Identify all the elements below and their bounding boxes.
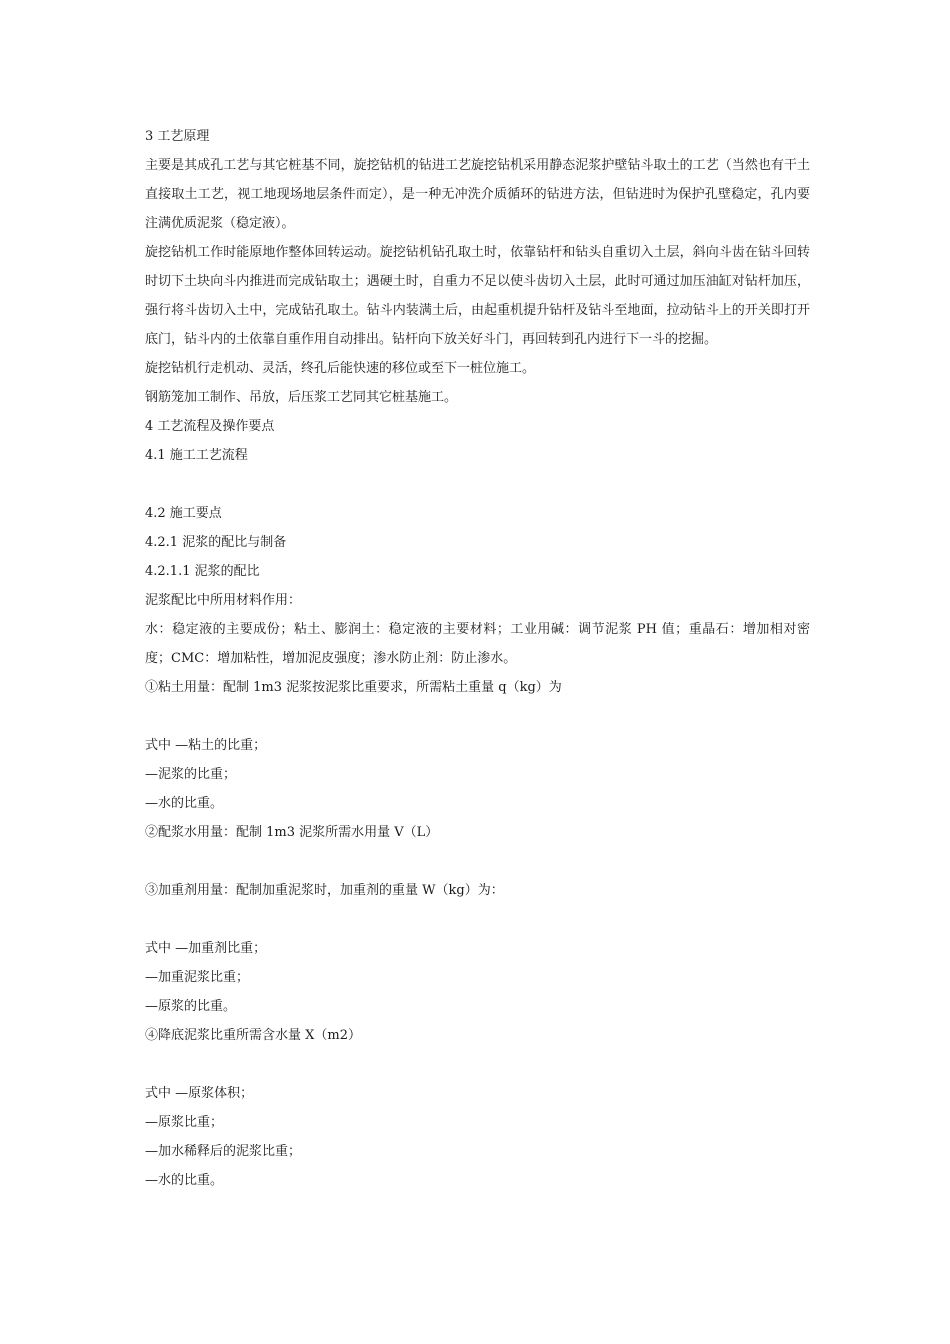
formula-placeholder-2 <box>145 847 810 876</box>
flowchart-placeholder <box>145 470 810 499</box>
clay-var-2: —泥浆的比重； <box>145 767 237 782</box>
section-4-1-heading: 4.1 施工工艺流程 <box>145 448 248 463</box>
section-4-2-1-1-heading: 4.2.1.1 泥浆的配比 <box>145 564 260 579</box>
section-4-heading: 4 工艺流程及操作要点 <box>145 419 275 434</box>
water-dosage-item: ②配浆水用量：配制 1m3 泥浆所需水用量 V（L） <box>145 825 439 840</box>
formula-placeholder-3 <box>145 905 810 934</box>
clay-var-3: —水的比重。 <box>145 796 224 811</box>
section-3-paragraph-3: 旋挖钻机行走机动、灵活，终孔后能快速的移位或至下一桩位施工。 <box>145 361 536 376</box>
dilution-var-3: —加水稀释后的泥浆比重； <box>145 1144 302 1159</box>
dilution-var-4: —水的比重。 <box>145 1173 224 1188</box>
section-4-2-1-heading: 4.2.1 泥浆的配比与制备 <box>145 535 287 550</box>
section-3-paragraph-4: 钢筋笼加工制作、吊放，后压浆工艺同其它桩基施工。 <box>145 390 458 405</box>
dilution-var-2: —原浆比重； <box>145 1115 224 1130</box>
clay-dosage-item: ①粘土用量：配制 1m3 泥浆按泥浆比重要求，所需粘土重量 q（kg）为 <box>145 680 562 695</box>
weighting-agent-item: ③加重剂用量：配制加重泥浆时，加重剂的重量 W（kg）为： <box>145 883 504 898</box>
materials-text: 水：稳定液的主要成份；粘土、膨润土：稳定液的主要材料；工业用碱：调节泥浆 PH 值；重晶石：增加相对密度；CMC：增加粘性，增加泥皮强度；渗水防止剂：防止渗水。 <box>145 622 810 666</box>
section-3-paragraph-2: 旋挖钻机工作时能原地作整体回转运动。旋挖钻机钻孔取土时，依靠钻杆和钻头自重切入土层，斜向斗齿在钻斗回转时切下土块向斗内推进而完成钻取土；遇硬土时，自重力不足以使斗齿切入土层，此时可通过加压油缸对钻杆加压，强行将斗齿切入土中，完成钻孔取土。钻斗内装满土后，由起重机提升钻杆及钻斗至地面，拉动钻斗上的开关即打开底门，钻斗内的土依靠自重作用自动排出。钻杆向下放关好斗门，再回转到孔内进行下一斗的挖掘。 <box>145 245 810 347</box>
formula-placeholder-4 <box>145 1050 810 1079</box>
dilution-item: ④降底泥浆比重所需含水量 X（m2） <box>145 1028 361 1043</box>
formula-placeholder-1 <box>145 702 810 731</box>
document-page <box>145 122 810 1195</box>
weighting-var-2: —加重泥浆比重； <box>145 970 250 985</box>
dilution-where-line: 式中 —原浆体积； <box>145 1086 254 1101</box>
section-3-heading: 3 工艺原理 <box>145 129 210 144</box>
weighting-var-3: —原浆的比重。 <box>145 999 237 1014</box>
section-3-paragraph-1: 主要是其成孔工艺与其它桩基不同，旋挖钻机的钻进工艺旋挖钻机采用静态泥浆护壁钻斗取土的工艺（当然也有干土直接取土工艺，视工地现场地层条件而定），是一种无冲洗介质循环的钻进方法，但钻进时为保护孔壁稳定，孔内要注满优质泥浆（稳定液）。 <box>145 158 810 231</box>
clay-where-line: 式中 —粘土的比重； <box>145 738 267 753</box>
section-4-2-heading: 4.2 施工要点 <box>145 506 222 521</box>
materials-intro: 泥浆配比中所用材料作用： <box>145 593 302 608</box>
weighting-where-line: 式中 —加重剂比重； <box>145 941 267 956</box>
